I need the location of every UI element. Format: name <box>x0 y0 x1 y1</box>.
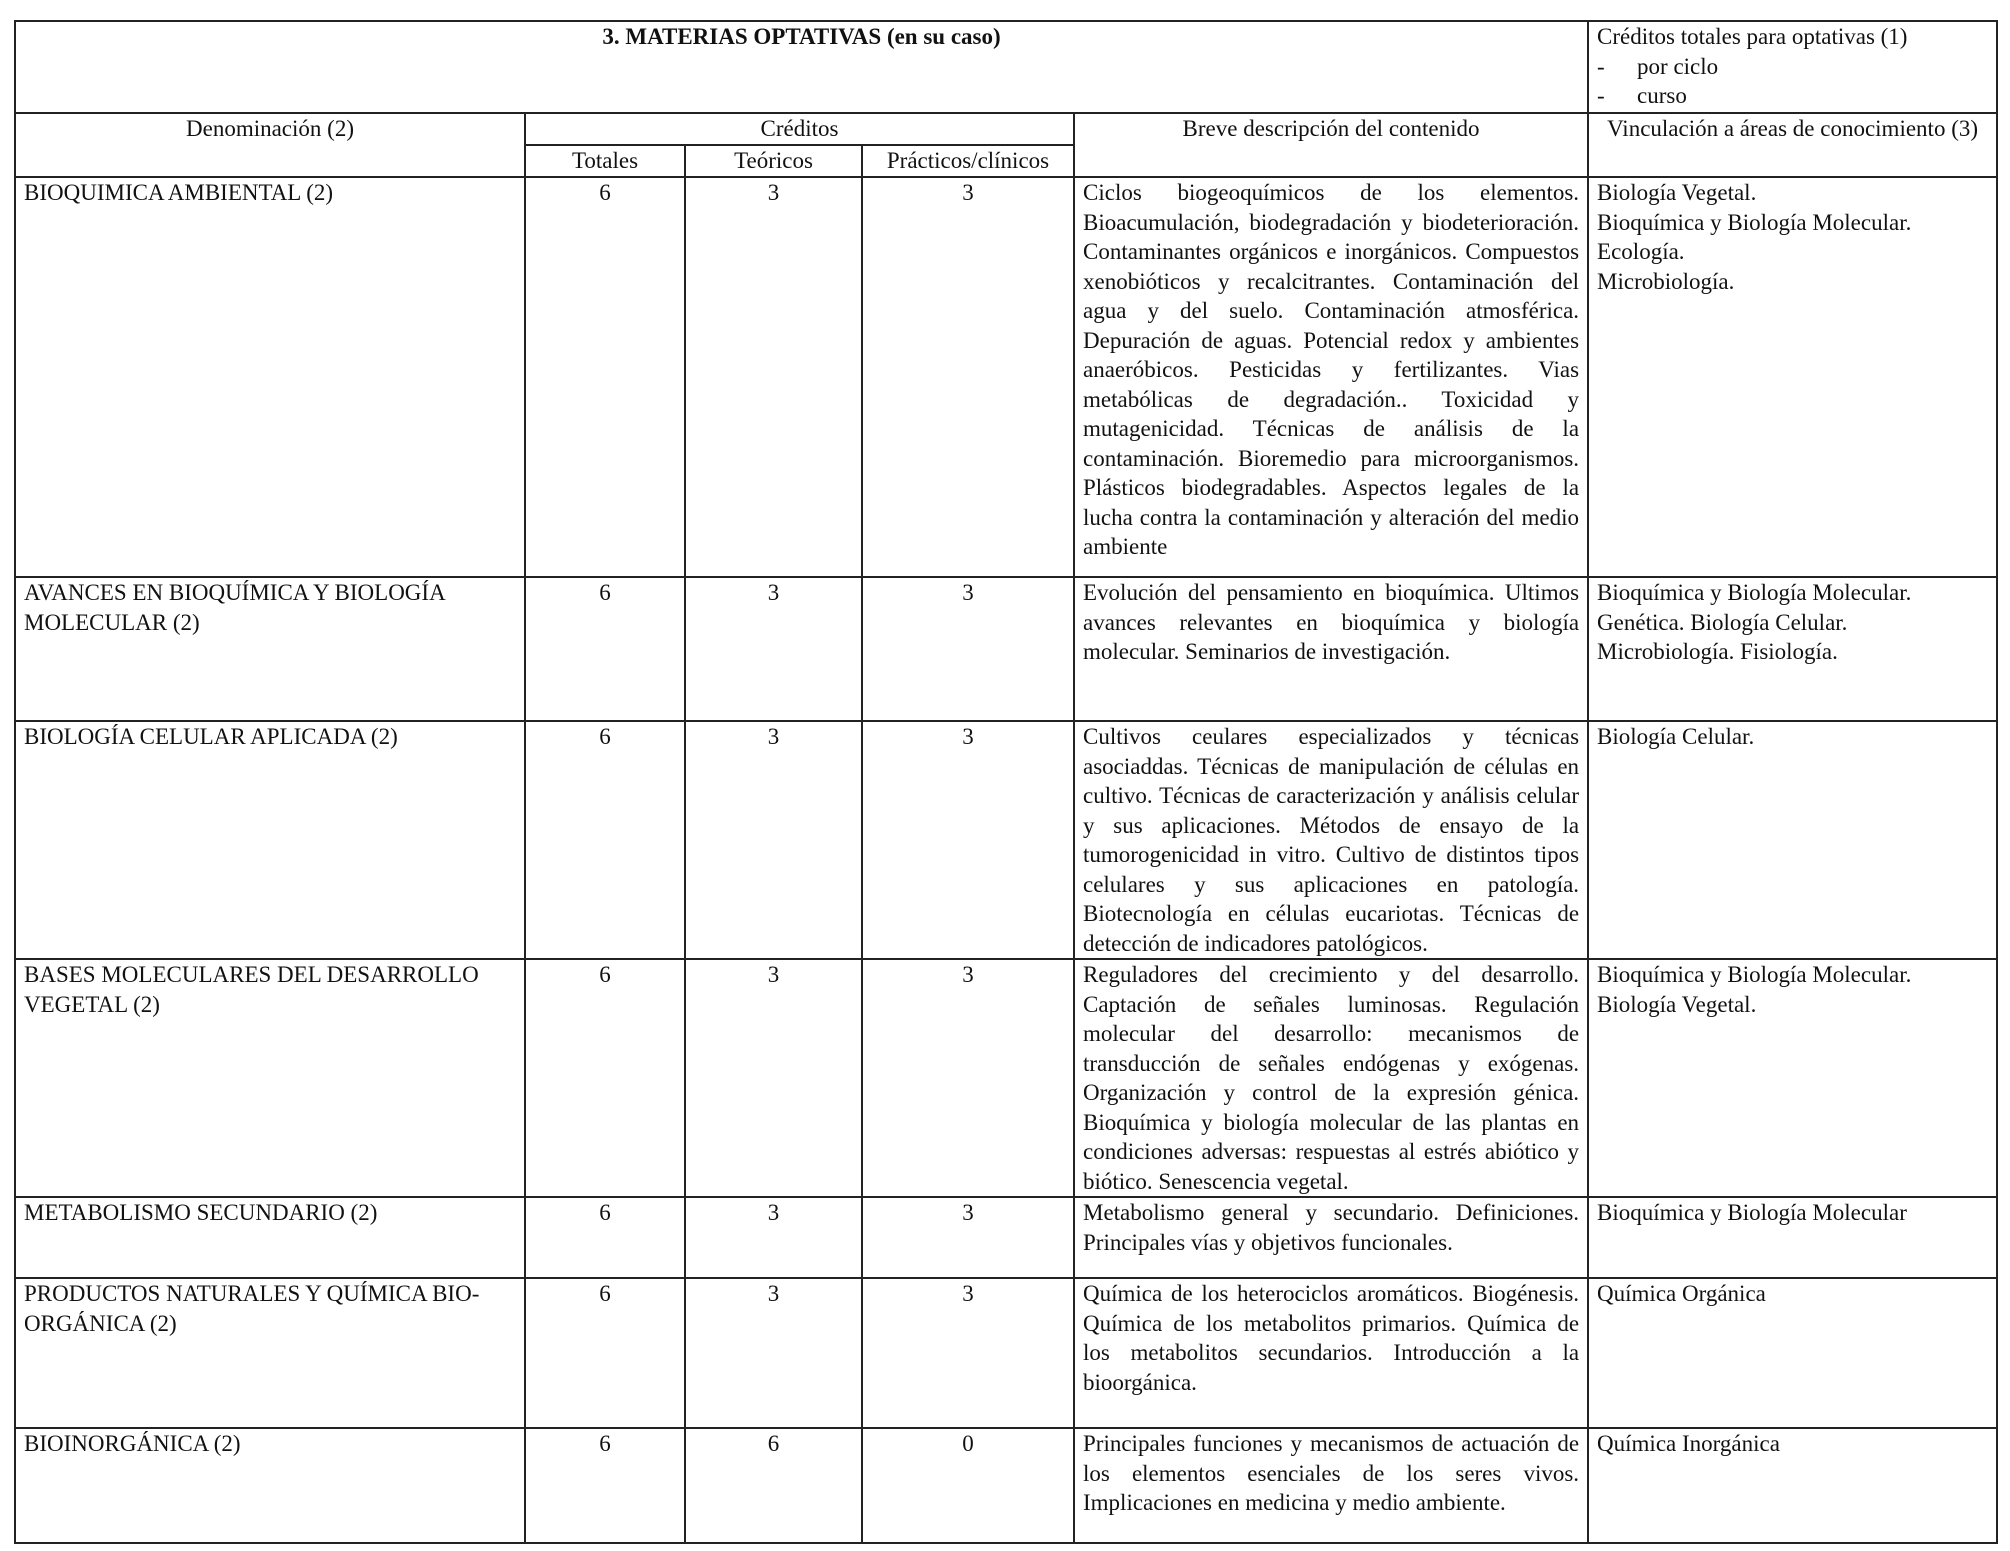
knowledge-area: Química Inorgánica <box>1597 1431 1780 1456</box>
header-descripcion: Breve descripción del contenido <box>1074 113 1588 177</box>
credits-totales: 6 <box>525 1428 685 1543</box>
knowledge-area: Biología Vegetal. <box>1597 991 1757 1017</box>
table-row <box>15 577 1997 721</box>
course-name: AVANCES EN BIOQUÍMICA Y BIOLOGÍA MOLECULAR (2) <box>15 577 525 721</box>
credits-totales: 6 <box>525 577 685 721</box>
course-description: Ciclos biogeoquímicos de los elementos. Bioacumulación, biodegradación y biodeterioración. Contaminantes orgánicos e inorgánicos. Compuestos xenobióticos y recalcitrantes. Contaminación del agua y del suelo. Contaminación atmosférica. Depuración de aguas. Potencial redox y ambientes anaeróbicos. Pesticidas y fertilizantes. Vias metabólicas de degradación.. Toxicidad y mutagenicidad. Técnicas de análisis de la contaminación. Bioremedio para microorganismos. Plásticos biodegradables. Aspectos legales de la lucha contra la contaminación y alteración del medio ambiente <box>1074 177 1588 577</box>
course-description: Química de los heterociclos aromáticos. Biogénesis. Química de los metabolitos primarios. Química de los metabolitos secundarios. Introducción a la bioorgánica. <box>1074 1278 1588 1428</box>
knowledge-area: Bioquímica y Biología Molecular. <box>1597 962 1912 987</box>
knowledge-area: Bioquímica y Biología Molecular. <box>1597 209 1912 235</box>
header-creditos: Créditos <box>525 113 1074 145</box>
course-name: BASES MOLECULARES DEL DESARROLLO VEGETAL (2) <box>15 959 525 1197</box>
knowledge-area: Biología Vegetal. <box>1597 180 1757 205</box>
credits-per-course: - curso <box>1597 83 1687 108</box>
course-name: BIOQUIMICA AMBIENTAL (2) <box>15 177 525 577</box>
header-denominacion: Denominación (2) <box>15 113 525 177</box>
knowledge-area: Microbiología. <box>1597 268 1735 294</box>
credits-teoricos: 3 <box>685 577 862 721</box>
credits-teoricos: 3 <box>685 1278 862 1428</box>
header-totales: Totales <box>525 145 685 177</box>
knowledge-areas <box>1588 177 1997 577</box>
credits-teoricos: 6 <box>685 1428 862 1543</box>
credits-totales: 6 <box>525 1197 685 1278</box>
course-description: Principales funciones y mecanismos de actuación de los elementos esenciales de los seres vivos. Implicaciones en medicina y medio ambiente. <box>1074 1428 1588 1543</box>
course-name: BIOINORGÁNICA (2) <box>15 1428 525 1543</box>
course-description: Evolución del pensamiento en bioquímica. Ultimos avances relevantes en bioquímica y biología molecular. Seminarios de investigación. <box>1074 577 1588 721</box>
knowledge-area: Microbiología. Fisiología. <box>1597 639 1838 664</box>
course-description: Metabolismo general y secundario. Definiciones. Principales vías y objetivos funcionales. <box>1074 1197 1588 1278</box>
table-row <box>15 959 1997 1197</box>
header-vinculacion: Vinculación a áreas de conocimiento (3) <box>1588 113 1997 177</box>
table-row <box>15 721 1997 959</box>
knowledge-area: Genética. Biología Celular. <box>1597 609 1848 635</box>
knowledge-area: Ecología. <box>1597 239 1685 264</box>
knowledge-areas <box>1588 1428 1997 1543</box>
knowledge-areas <box>1588 1197 1997 1278</box>
course-description: Cultivos ceulares especializados y técnicas asociaddas. Técnicas de manipulación de células en cultivo. Técnicas de caracterización y análisis celular y sus aplicaciones. Métodos de ensayo de la tumorogenicidad in vitro. Cultivo de distintos tipos celulares y sus aplicaciones en patología. Biotecnología en células eucariotas. Técnicas de detección de indicadores patológicos. <box>1074 721 1588 959</box>
credits-totales: 6 <box>525 959 685 1197</box>
optativas-table <box>14 20 1998 1544</box>
knowledge-area: Química Orgánica <box>1597 1281 1766 1306</box>
credits-practicos: 3 <box>862 959 1074 1197</box>
header-practicos: Prácticos/clínicos <box>862 145 1074 177</box>
credits-per-cycle: - por ciclo <box>1597 53 1719 79</box>
knowledge-areas <box>1588 1278 1997 1428</box>
knowledge-areas <box>1588 959 1997 1197</box>
credits-totales: 6 <box>525 1278 685 1428</box>
knowledge-areas <box>1588 721 1997 959</box>
table-row <box>15 1197 1997 1278</box>
table-row <box>15 1278 1997 1428</box>
credits-practicos: 3 <box>862 1278 1074 1428</box>
knowledge-areas <box>1588 577 1997 721</box>
course-name: PRODUCTOS NATURALES Y QUÍMICA BIO-ORGÁNICA (2) <box>15 1278 525 1428</box>
credits-total-box <box>1588 21 1997 113</box>
section-title: 3. MATERIAS OPTATIVAS (en su caso) <box>15 21 1588 113</box>
credits-practicos: 3 <box>862 177 1074 577</box>
credits-total-title: Créditos totales para optativas (1) <box>1597 24 1908 49</box>
credits-teoricos: 3 <box>685 1197 862 1278</box>
credits-teoricos: 3 <box>685 959 862 1197</box>
knowledge-area: Biología Celular. <box>1597 724 1755 749</box>
credits-practicos: 0 <box>862 1428 1074 1543</box>
header-teoricos: Teóricos <box>685 145 862 177</box>
credits-practicos: 3 <box>862 577 1074 721</box>
credits-totales: 6 <box>525 177 685 577</box>
table-row <box>15 1428 1997 1543</box>
table-row <box>15 177 1997 577</box>
knowledge-area: Bioquímica y Biología Molecular. <box>1597 580 1912 605</box>
course-description: Reguladores del crecimiento y del desarrollo. Captación de señales luminosas. Regulación molecular del desarrollo: mecanismos de transducción de señales endógenas y exógenas. Organización y control de la expresión génica. Bioquímica y biología molecular de las plantas en condiciones adversas: respuestas al estrés abiótico y biótico. Senescencia vegetal. <box>1074 959 1588 1197</box>
credits-teoricos: 3 <box>685 177 862 577</box>
credits-teoricos: 3 <box>685 721 862 959</box>
credits-totales: 6 <box>525 721 685 959</box>
credits-practicos: 3 <box>862 1197 1074 1278</box>
course-name: BIOLOGÍA CELULAR APLICADA (2) <box>15 721 525 959</box>
course-name: METABOLISMO SECUNDARIO (2) <box>15 1197 525 1278</box>
credits-practicos: 3 <box>862 721 1074 959</box>
knowledge-area: Bioquímica y Biología Molecular <box>1597 1200 1907 1225</box>
